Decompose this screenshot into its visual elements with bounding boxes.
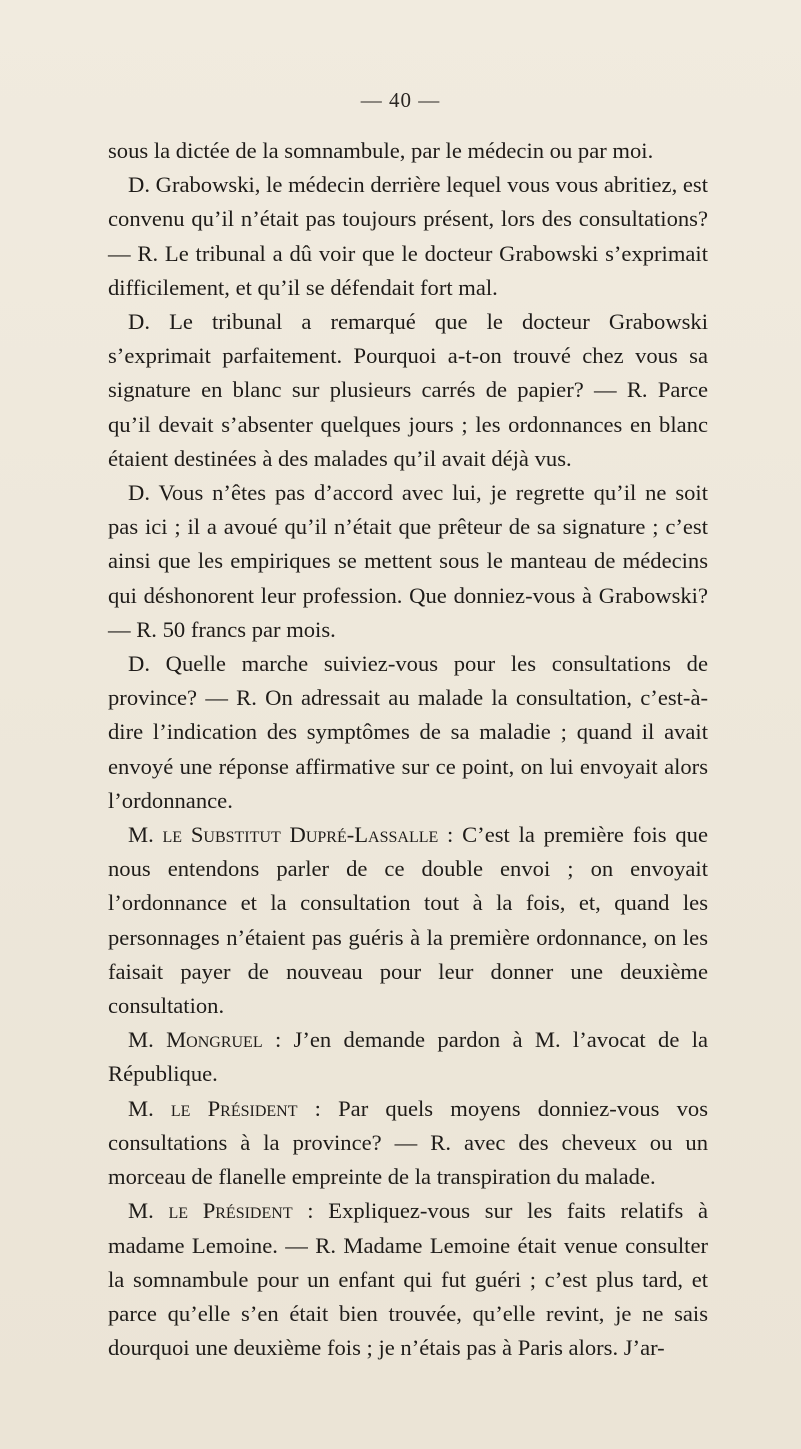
paragraph-president-1 (108, 1092, 708, 1195)
speaker-name: M. le Président (128, 1198, 293, 1224)
speech-text: : J’en demande pardon à M. l’avocat de la République. (108, 1027, 708, 1087)
paragraph-mongruel (108, 1023, 708, 1091)
speaker-name: M. le Substitut Dupré-Lassalle (128, 822, 439, 848)
page-body (108, 134, 708, 1365)
speaker-name: M. le Président (128, 1095, 298, 1121)
speech-text: : C’est la première fois que nous entendons parler de ce double envoi ; on envoyait l’ordonnance et la consultation tout à la fois, et, quand les personnages n’étaient pas guéris à la première ordonnance, on les faisait payer de nouveau pour leur donner une deuxième consultation. (108, 822, 708, 1019)
speech-text: : Expliquez-vous sur les faits relatifs à madame Lemoine. — R. Madame Lemoine était venue consulter la somnambule pour un enfant qui fut guéri ; c’est plus tard, et parce qu’elle s’en était bien trouvée, qu’elle revint, je ne sais dourquoi une deuxième fois ; je n’étais pas à Paris alors. J’ar- (108, 1198, 708, 1361)
paragraph-question-payment: D. Vous n’êtes pas d’accord avec lui, je regrette qu’il ne soit pas ici ; il a avoué qu’il n’était que prêteur de sa signature ; c’est ainsi que les empiriques se mettent sous le manteau de médecins qui déshonorent leur profession. Que donniez-vous à Grabowski? — R. 50 francs par mois. (108, 480, 708, 642)
paragraph-substitut (108, 818, 708, 1023)
speech-text: : Par quels moyens donniez-vous vos consultations à la province? — R. avec des cheveux ou un morceau de flanelle empreinte de la transpiration du malade. (108, 1095, 708, 1190)
speaker-name: M. Mongruel (128, 1027, 263, 1053)
paragraph-president-2 (108, 1194, 708, 1365)
paragraph-question-province: D. Quelle marche suiviez-vous pour les consultations de province? — R. On adressait au malade la consultation, c’est-à-dire l’indication des symptômes de sa maladie ; quand il avait envoyé une réponse affirmative sur ce point, on lui envoyait alors l’ordonnance. (108, 651, 708, 813)
paragraph-question-signature: D. Grabowski, le médecin derrière lequel vous vous abritiez, est convenu qu’il n’était pas toujours présent, lors des consultations? — R. Le tribunal a dû voir que le docteur Grabowski s’exprimait difficilement, et qu’il se défendait fort mal. (108, 172, 708, 300)
paragraph-continuation: sous la dictée de la somnambule, par le médecin ou par moi. (108, 138, 654, 163)
page-number: — 40 — (360, 88, 441, 112)
paragraph-question-blank-signature: D. Le tribunal a remarqué que le docteur Grabowski s’exprimait parfaitement. Pourquoi a-t-on trouvé chez vous sa signature en blanc sur plusieurs carrés de papier? — R. Parce qu’il devait s’absenter quelques jours ; les ordonnances en blanc étaient destinées à des malades qu’il avait déjà vus. (108, 309, 708, 471)
